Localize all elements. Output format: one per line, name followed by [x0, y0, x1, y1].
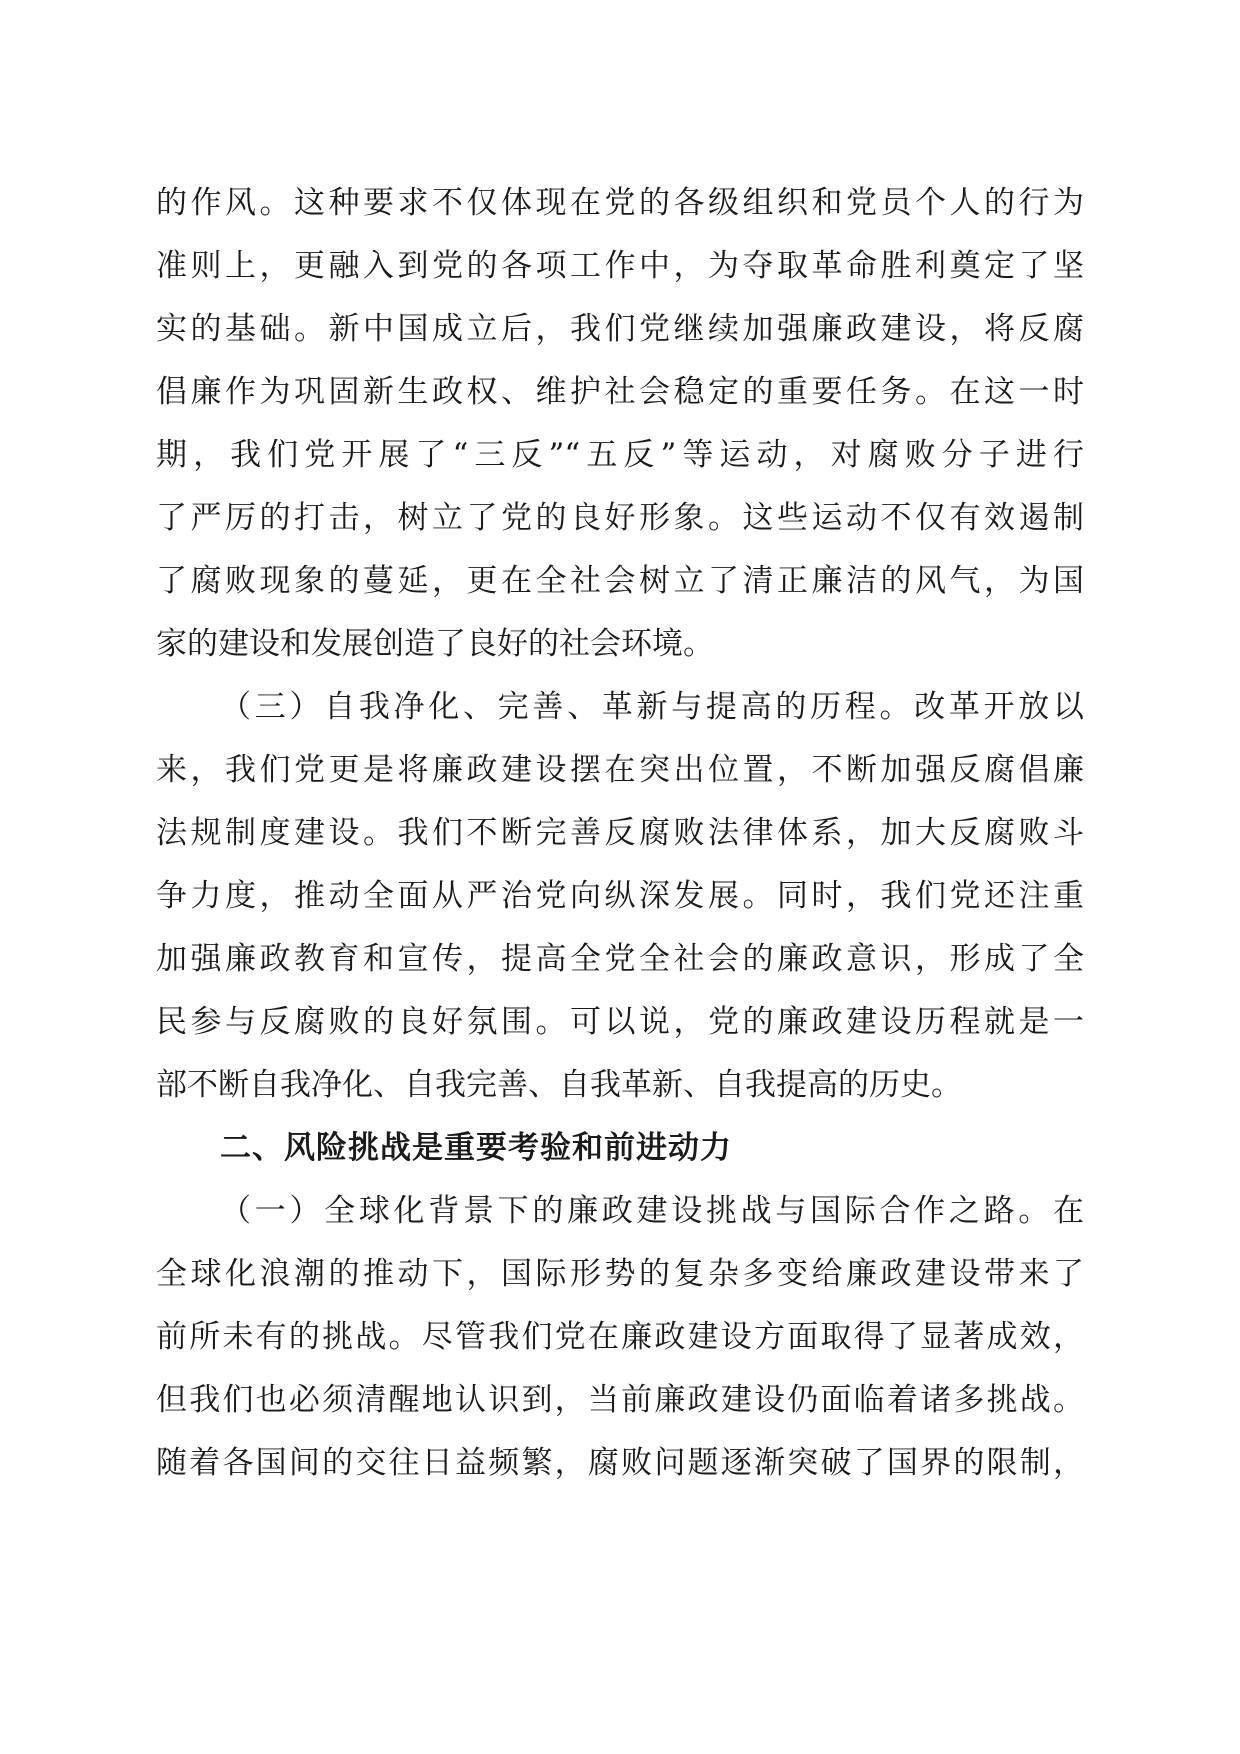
body-text-line: 争力度，推动全面从严治党向纵深发展。同时，我们党还注重 [156, 878, 1084, 914]
body-text-line: 前所未有的挑战。尽管我们党在廉政建设方面取得了显著成效， [156, 1319, 1084, 1355]
body-text-line: 部不断自我净化、自我完善、自我革新、自我提高的历史。 [156, 1067, 962, 1103]
body-text-line: 全球化浪潮的推动下，国际形势的复杂多变给廉政建设带来了 [156, 1256, 1084, 1292]
body-text-line: 家的建设和发展创造了良好的社会环境。 [156, 626, 714, 662]
body-text-line: 法规制度建设。我们不断完善反腐败法律体系，加大反腐败斗 [156, 815, 1084, 851]
body-text-line: 准则上，更融入到党的各项工作中，为夺取革命胜利奠定了坚 [156, 248, 1084, 284]
body-text-line: 民参与反腐败的良好氛围。可以说，党的廉政建设历程就是一 [156, 1004, 1084, 1040]
body-text-line: 来，我们党更是将廉政建设摆在突出位置，不断加强反腐倡廉 [156, 752, 1084, 788]
section-heading: 二、风险挑战是重要考验和前进动力 [220, 1130, 732, 1166]
body-text-line: 了严厉的打击，树立了党的良好形象。这些运动不仅有效遏制 [156, 500, 1084, 536]
body-text-line: 但我们也必须清醒地认识到，当前廉政建设仍面临着诸多挑战。 [156, 1382, 1084, 1418]
body-text-line: （三）自我净化、完善、革新与提高的历程。改革开放以 [220, 689, 1084, 725]
body-text-line: 的作风。这种要求不仅体现在党的各级组织和党员个人的行为 [156, 185, 1084, 221]
body-text-line: 了腐败现象的蔓延，更在全社会树立了清正廉洁的风气，为国 [156, 563, 1084, 599]
body-text-line: 期，我们党开展了“三反”“五反”等运动，对腐败分子进行 [156, 437, 1084, 473]
body-text-line: 加强廉政教育和宣传，提高全党全社会的廉政意识，形成了全 [156, 941, 1084, 977]
body-text-line: 倡廉作为巩固新生政权、维护社会稳定的重要任务。在这一时 [156, 374, 1084, 410]
body-text-line: （一）全球化背景下的廉政建设挑战与国际合作之路。在 [220, 1193, 1084, 1229]
body-text-line: 实的基础。新中国成立后，我们党继续加强廉政建设，将反腐 [156, 311, 1084, 347]
body-text-line: 随着各国间的交往日益频繁，腐败问题逐渐突破了国界的限制， [156, 1445, 1084, 1481]
